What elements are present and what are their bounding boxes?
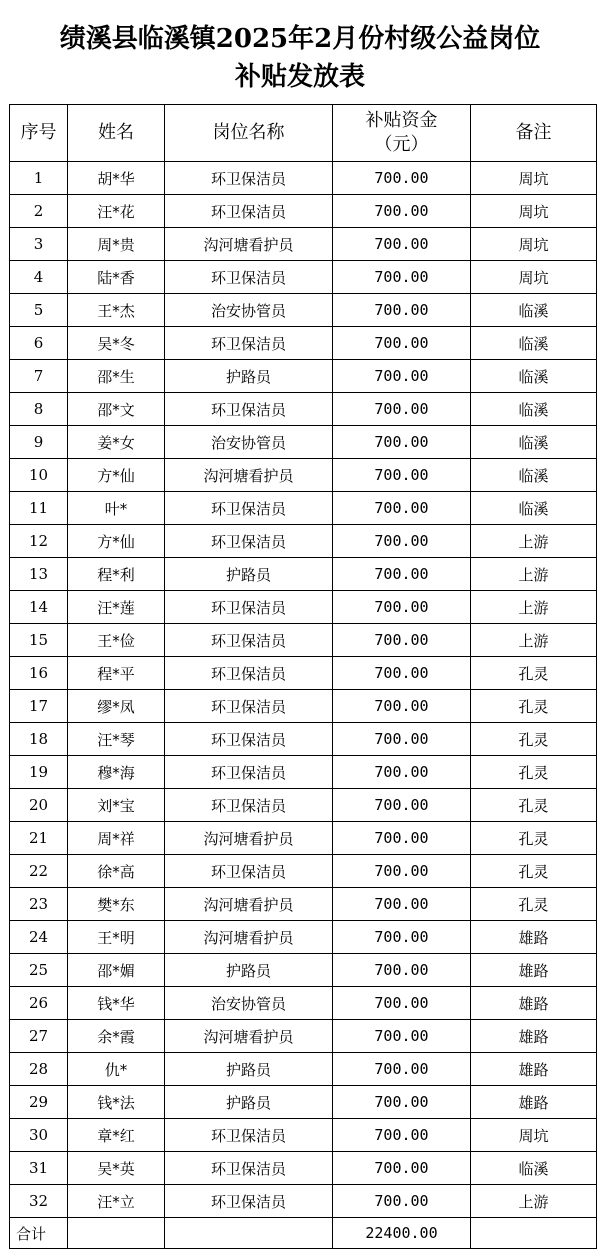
cell-position: 沟河塘看护员 — [165, 1020, 333, 1053]
header-name: 姓名 — [68, 105, 165, 162]
cell-position: 环卫保洁员 — [165, 393, 333, 426]
cell-amount: 700.00 — [333, 558, 471, 591]
cell-seq: 31 — [10, 1152, 68, 1185]
table-row — [10, 789, 597, 822]
cell-position: 护路员 — [165, 1086, 333, 1119]
cell-remark: 雄路 — [471, 921, 597, 954]
cell-amount: 700.00 — [333, 591, 471, 624]
cell-seq: 15 — [10, 624, 68, 657]
cell-name: 余*霞 — [68, 1020, 165, 1053]
cell-amount: 700.00 — [333, 228, 471, 261]
cell-position: 环卫保洁员 — [165, 1185, 333, 1218]
cell-remark: 临溪 — [471, 327, 597, 360]
cell-name: 仇* — [68, 1053, 165, 1086]
cell-amount: 700.00 — [333, 294, 471, 327]
cell-remark: 雄路 — [471, 1020, 597, 1053]
cell-seq: 27 — [10, 1020, 68, 1053]
cell-name: 周*贵 — [68, 228, 165, 261]
header-position: 岗位名称 — [165, 105, 333, 162]
table-row — [10, 723, 597, 756]
cell-seq: 14 — [10, 591, 68, 624]
table-row — [10, 822, 597, 855]
cell-position: 护路员 — [165, 558, 333, 591]
cell-remark: 临溪 — [471, 492, 597, 525]
table-row — [10, 525, 597, 558]
cell-position: 环卫保洁员 — [165, 327, 333, 360]
cell-remark: 周坑 — [471, 228, 597, 261]
cell-position: 环卫保洁员 — [165, 1152, 333, 1185]
cell-name: 方*仙 — [68, 459, 165, 492]
cell-remark: 临溪 — [471, 393, 597, 426]
cell-position: 环卫保洁员 — [165, 624, 333, 657]
cell-remark: 雄路 — [471, 1086, 597, 1119]
cell-name: 王*杰 — [68, 294, 165, 327]
cell-remark: 孔灵 — [471, 756, 597, 789]
cell-position: 环卫保洁员 — [165, 591, 333, 624]
cell-remark: 上游 — [471, 558, 597, 591]
cell-amount: 700.00 — [333, 195, 471, 228]
cell-name: 周*祥 — [68, 822, 165, 855]
cell-position: 环卫保洁员 — [165, 1119, 333, 1152]
cell-position: 环卫保洁员 — [165, 855, 333, 888]
table-row — [10, 558, 597, 591]
cell-position: 护路员 — [165, 1053, 333, 1086]
cell-amount: 700.00 — [333, 756, 471, 789]
table-body — [10, 162, 597, 1218]
cell-amount: 700.00 — [333, 789, 471, 822]
cell-position: 环卫保洁员 — [165, 492, 333, 525]
title-line-2: 补贴发放表 — [234, 62, 365, 92]
header-seq: 序号 — [10, 105, 68, 162]
table-row — [10, 888, 597, 921]
cell-seq: 32 — [10, 1185, 68, 1218]
cell-position: 护路员 — [165, 360, 333, 393]
table-row — [10, 459, 597, 492]
total-amount: 22400.00 — [333, 1218, 471, 1249]
cell-seq: 3 — [10, 228, 68, 261]
cell-seq: 13 — [10, 558, 68, 591]
cell-remark: 孔灵 — [471, 822, 597, 855]
cell-name: 刘*宝 — [68, 789, 165, 822]
cell-name: 姜*女 — [68, 426, 165, 459]
cell-position: 环卫保洁员 — [165, 690, 333, 723]
cell-position: 沟河塘看护员 — [165, 228, 333, 261]
table-row — [10, 1053, 597, 1086]
cell-amount: 700.00 — [333, 162, 471, 195]
cell-remark: 临溪 — [471, 459, 597, 492]
total-empty-position — [165, 1218, 333, 1249]
table-row — [10, 987, 597, 1020]
cell-name: 汪*莲 — [68, 591, 165, 624]
cell-position: 环卫保洁员 — [165, 162, 333, 195]
cell-remark: 周坑 — [471, 261, 597, 294]
cell-seq: 29 — [10, 1086, 68, 1119]
total-label: 合计 — [10, 1218, 68, 1249]
table-row — [10, 393, 597, 426]
cell-name: 汪*花 — [68, 195, 165, 228]
subsidy-table — [9, 104, 597, 1249]
cell-amount: 700.00 — [333, 987, 471, 1020]
table-row — [10, 591, 597, 624]
cell-amount: 700.00 — [333, 1086, 471, 1119]
cell-position: 治安协管员 — [165, 426, 333, 459]
cell-seq: 23 — [10, 888, 68, 921]
cell-name: 汪*立 — [68, 1185, 165, 1218]
cell-amount: 700.00 — [333, 360, 471, 393]
table-row — [10, 1119, 597, 1152]
cell-amount: 700.00 — [333, 1053, 471, 1086]
table-row — [10, 360, 597, 393]
cell-position: 环卫保洁员 — [165, 195, 333, 228]
cell-name: 王*俭 — [68, 624, 165, 657]
table-row — [10, 855, 597, 888]
cell-seq: 8 — [10, 393, 68, 426]
table-row — [10, 921, 597, 954]
cell-name: 邵*文 — [68, 393, 165, 426]
cell-position: 沟河塘看护员 — [165, 822, 333, 855]
cell-position: 沟河塘看护员 — [165, 921, 333, 954]
cell-name: 叶* — [68, 492, 165, 525]
cell-remark: 上游 — [471, 591, 597, 624]
document-title — [0, 0, 600, 104]
cell-remark: 临溪 — [471, 426, 597, 459]
table-row — [10, 1185, 597, 1218]
cell-amount: 700.00 — [333, 459, 471, 492]
cell-seq: 10 — [10, 459, 68, 492]
header-subsidy-label: 补贴资金 — [365, 110, 438, 131]
table-row — [10, 756, 597, 789]
cell-name: 穆*海 — [68, 756, 165, 789]
cell-remark: 周坑 — [471, 195, 597, 228]
cell-seq: 9 — [10, 426, 68, 459]
header-remark: 备注 — [471, 105, 597, 162]
cell-seq: 20 — [10, 789, 68, 822]
table-row — [10, 624, 597, 657]
cell-seq: 21 — [10, 822, 68, 855]
cell-amount: 700.00 — [333, 525, 471, 558]
total-empty-name — [68, 1218, 165, 1249]
cell-remark: 孔灵 — [471, 789, 597, 822]
table-row — [10, 492, 597, 525]
table-row — [10, 228, 597, 261]
cell-remark: 上游 — [471, 624, 597, 657]
cell-amount: 700.00 — [333, 657, 471, 690]
cell-name: 吴*冬 — [68, 327, 165, 360]
table-row — [10, 327, 597, 360]
table-row — [10, 261, 597, 294]
cell-amount: 700.00 — [333, 492, 471, 525]
cell-amount: 700.00 — [333, 261, 471, 294]
cell-name: 邵*媚 — [68, 954, 165, 987]
cell-seq: 7 — [10, 360, 68, 393]
cell-remark: 周坑 — [471, 1119, 597, 1152]
cell-amount: 700.00 — [333, 888, 471, 921]
cell-name: 王*明 — [68, 921, 165, 954]
cell-remark: 孔灵 — [471, 657, 597, 690]
cell-position: 护路员 — [165, 954, 333, 987]
cell-seq: 6 — [10, 327, 68, 360]
cell-name: 胡*华 — [68, 162, 165, 195]
cell-remark: 孔灵 — [471, 690, 597, 723]
cell-amount: 700.00 — [333, 624, 471, 657]
cell-name: 程*平 — [68, 657, 165, 690]
cell-name: 徐*高 — [68, 855, 165, 888]
cell-amount: 700.00 — [333, 954, 471, 987]
cell-remark: 雄路 — [471, 954, 597, 987]
cell-remark: 孔灵 — [471, 723, 597, 756]
cell-amount: 700.00 — [333, 855, 471, 888]
cell-name: 钱*华 — [68, 987, 165, 1020]
total-empty-remark — [471, 1218, 597, 1249]
cell-seq: 18 — [10, 723, 68, 756]
cell-amount: 700.00 — [333, 1152, 471, 1185]
cell-name: 程*利 — [68, 558, 165, 591]
table-row — [10, 426, 597, 459]
cell-remark: 周坑 — [471, 162, 597, 195]
table-row — [10, 1086, 597, 1119]
table-row — [10, 657, 597, 690]
cell-remark: 雄路 — [471, 987, 597, 1020]
title-line-1: 绩溪县临溪镇2025年2月份村级公益岗位 — [59, 24, 541, 54]
cell-name: 缪*凤 — [68, 690, 165, 723]
cell-seq: 19 — [10, 756, 68, 789]
cell-amount: 700.00 — [333, 723, 471, 756]
cell-position: 环卫保洁员 — [165, 723, 333, 756]
cell-amount: 700.00 — [333, 1020, 471, 1053]
cell-seq: 17 — [10, 690, 68, 723]
cell-position: 环卫保洁员 — [165, 525, 333, 558]
cell-name: 陆*香 — [68, 261, 165, 294]
cell-position: 环卫保洁员 — [165, 657, 333, 690]
cell-amount: 700.00 — [333, 1119, 471, 1152]
table-row — [10, 294, 597, 327]
cell-position: 环卫保洁员 — [165, 756, 333, 789]
table-row — [10, 954, 597, 987]
header-subsidy-unit: （元） — [374, 134, 429, 155]
cell-remark: 上游 — [471, 525, 597, 558]
cell-amount: 700.00 — [333, 690, 471, 723]
cell-name: 章*红 — [68, 1119, 165, 1152]
cell-seq: 2 — [10, 195, 68, 228]
cell-seq: 12 — [10, 525, 68, 558]
cell-seq: 22 — [10, 855, 68, 888]
cell-seq: 26 — [10, 987, 68, 1020]
cell-seq: 24 — [10, 921, 68, 954]
cell-remark: 孔灵 — [471, 855, 597, 888]
cell-remark: 临溪 — [471, 1152, 597, 1185]
table-row — [10, 1020, 597, 1053]
cell-remark: 临溪 — [471, 294, 597, 327]
cell-amount: 700.00 — [333, 426, 471, 459]
cell-remark: 雄路 — [471, 1053, 597, 1086]
table-row — [10, 1152, 597, 1185]
cell-amount: 700.00 — [333, 393, 471, 426]
cell-position: 环卫保洁员 — [165, 261, 333, 294]
cell-amount: 700.00 — [333, 822, 471, 855]
table-row — [10, 690, 597, 723]
cell-name: 樊*东 — [68, 888, 165, 921]
table-row — [10, 195, 597, 228]
cell-name: 方*仙 — [68, 525, 165, 558]
cell-seq: 25 — [10, 954, 68, 987]
cell-name: 钱*法 — [68, 1086, 165, 1119]
cell-name: 汪*琴 — [68, 723, 165, 756]
cell-name: 邵*生 — [68, 360, 165, 393]
table-row — [10, 162, 597, 195]
cell-seq: 16 — [10, 657, 68, 690]
cell-seq: 30 — [10, 1119, 68, 1152]
cell-position: 沟河塘看护员 — [165, 888, 333, 921]
cell-remark: 孔灵 — [471, 888, 597, 921]
header-subsidy — [333, 105, 471, 162]
cell-remark: 上游 — [471, 1185, 597, 1218]
cell-position: 治安协管员 — [165, 294, 333, 327]
cell-name: 吴*英 — [68, 1152, 165, 1185]
cell-position: 治安协管员 — [165, 987, 333, 1020]
table-header-row — [10, 105, 597, 162]
cell-position: 环卫保洁员 — [165, 789, 333, 822]
cell-position: 沟河塘看护员 — [165, 459, 333, 492]
cell-seq: 1 — [10, 162, 68, 195]
cell-remark: 临溪 — [471, 360, 597, 393]
cell-seq: 11 — [10, 492, 68, 525]
cell-amount: 700.00 — [333, 327, 471, 360]
cell-amount: 700.00 — [333, 921, 471, 954]
cell-seq: 28 — [10, 1053, 68, 1086]
total-row — [10, 1218, 597, 1249]
cell-seq: 5 — [10, 294, 68, 327]
cell-seq: 4 — [10, 261, 68, 294]
cell-amount: 700.00 — [333, 1185, 471, 1218]
